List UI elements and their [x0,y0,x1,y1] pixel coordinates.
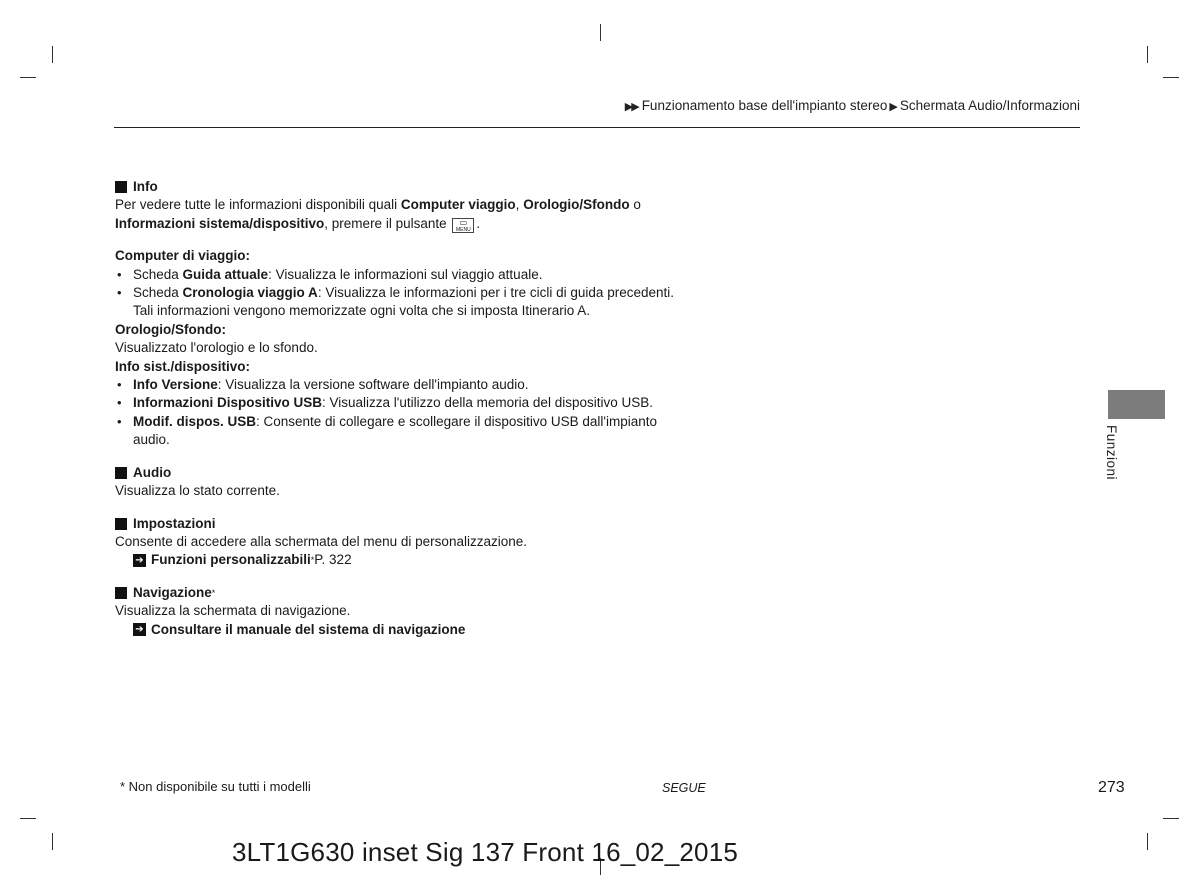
item-bold: Info Versione [133,377,218,393]
audio-heading-text: Audio [133,464,172,480]
crop-mark-top-right-h [1163,77,1179,78]
info-intro-bold-2: Orologio/Sfondo [523,197,630,213]
settings-ref-page: P. 322 [314,552,352,568]
reference-arrow-icon: ➔ [133,554,146,567]
square-bullet-icon [115,518,127,530]
settings-ref-label: Funzioni personalizzabili [151,552,311,568]
settings-text: Consente di accedere alla schermata del menu di personalizzazione. [115,533,527,549]
item-pre: Scheda [133,266,183,282]
item-text: : Visualizza le informazioni sul viaggio attuale. [268,266,543,282]
clock-text: Visualizzato l'orologio e lo sfondo. [115,340,318,356]
info-intro [115,196,735,233]
info-intro-post: , premere il pulsante [324,215,451,231]
crop-mark-bottom-right [1147,833,1148,850]
info-intro-sep: , [515,197,524,213]
breadcrumb-part-1: Funzionamento base dell'impianto stereo [641,98,888,113]
print-slug: 3LT1G630 inset Sig 137 Front 16_02_2015 [232,837,739,867]
settings-heading-text: Impostazioni [133,515,216,531]
computer-heading: Computer di viaggio: [115,248,250,264]
item-extra: Tali informazioni vengono memorizzate ogni volta che si imposta Itinerario A. [133,303,590,319]
item-text: : Consente di collegare e scollegare il dispositivo USB dall'impianto [256,413,658,429]
section-heading-audio [115,464,735,482]
info-intro-pre: Per vedere tutte le informazioni disponibili quali [115,197,401,213]
double-arrow-icon: ▶▶ [624,101,638,113]
square-bullet-icon [115,467,127,479]
settings-ref-star: * [310,555,315,566]
crop-mark-top-left [52,46,53,63]
chapter-tab [1108,390,1165,419]
breadcrumb-part-2: Schermata Audio/Informazioni [899,98,1080,113]
list-item [115,394,735,412]
item-bold: Guida attuale [182,266,269,282]
navigation-ref-label: Consultare il manuale del sistema di navigazione [151,621,466,637]
navigation-heading-star: * [211,587,216,598]
menu-button-icon: ▭ MENU [452,218,474,233]
item-pre: Scheda [133,285,183,301]
info-intro-bold-3: Informazioni sistema/dispositivo [115,215,325,231]
audio-text: Visualizza lo stato corrente. [115,483,280,499]
crop-mark-top-center [600,24,601,41]
crop-mark-bottom-left [52,833,53,850]
breadcrumb [625,98,1080,113]
navigation-reference [115,621,735,639]
continue-label: SEGUE [662,781,706,795]
crop-mark-bottom-right-h [1163,818,1179,819]
info-heading-text: Info [133,179,158,194]
settings-reference [115,551,735,569]
system-heading: Info sist./dispositivo: [115,358,251,374]
item-text: : Visualizza la versione software dell'impianto audio. [217,377,529,393]
clock-heading: Orologio/Sfondo: [115,321,226,337]
main-content [115,178,735,639]
item-bold: Modif. dispos. USB [133,413,256,429]
navigation-text: Visualizza la schermata di navigazione. [115,603,351,619]
menu-button-label: MENU [455,226,471,233]
section-heading-settings [115,515,735,533]
list-item [115,376,735,394]
list-item [115,413,735,450]
item-text: : Visualizza le informazioni per i tre cicli di guida precedenti. [317,285,674,301]
chapter-label: Funzioni [1104,425,1119,481]
square-bullet-icon [115,181,127,193]
arrow-icon: ▶ [889,101,898,113]
footnote: * Non disponibile su tutti i modelli [120,779,311,794]
page-number: 273 [1098,779,1125,796]
crop-mark-top-right [1147,46,1148,63]
square-bullet-icon [115,587,127,599]
section-heading-navigation [115,584,735,602]
crop-mark-bottom-left-h [20,818,36,819]
info-intro-bold-1: Computer viaggio [400,197,516,213]
item-bold: Informazioni Dispositivo USB [133,395,323,411]
header-rule [114,127,1080,128]
list-item [115,284,735,321]
crop-mark-top-left-h [20,77,36,78]
item-extra: audio. [133,432,170,448]
section-heading-info [115,178,735,196]
reference-arrow-icon: ➔ [133,623,146,636]
list-item [115,266,735,284]
item-text: : Visualizza l'utilizzo della memoria del dispositivo USB. [322,395,653,411]
navigation-heading-text: Navigazione [133,584,212,600]
info-intro-end: . [476,215,481,231]
info-intro-o: o [629,197,641,213]
item-bold: Cronologia viaggio A [182,285,318,301]
